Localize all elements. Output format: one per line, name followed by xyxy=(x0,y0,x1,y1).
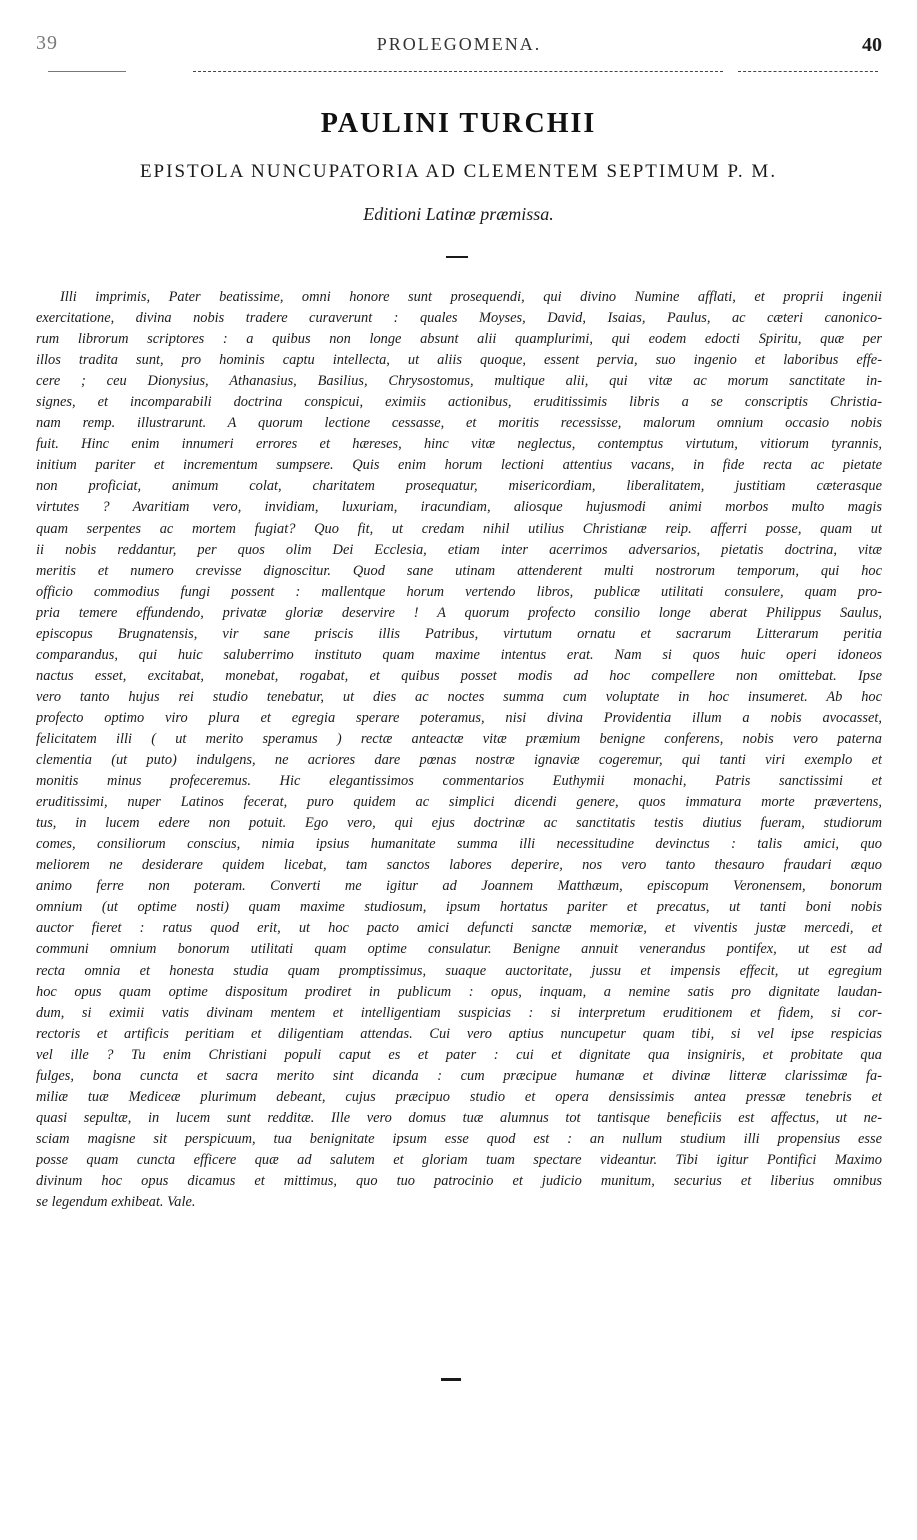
body-line: quam serpentes ac mortem fugiat? Quo fit, ut credam nihil utilius Christianæ reip. afferri posse, quam ut xyxy=(36,520,882,537)
body-line: non proficiat, animum colat, charitatem prosequatur, misericordiam, liberalitatem, justitiam cæterasque xyxy=(36,478,882,495)
body-line: cere ; ceu Dionysius, Athanasius, Basilius, Chrysostomus, multique alii, qui vitæ ac morum sanctitate in- xyxy=(36,373,882,390)
body-line: rum librorum scriptores : a quibus non longe absunt alii quamplurimi, qui eodem edocti Spiritu, quæ per xyxy=(36,331,882,348)
header-rule-center xyxy=(193,71,723,72)
page-number-left: 39 xyxy=(36,32,58,54)
body-line: ii nobis reddantur, per quos olim Dei Ecclesia, etiam inter acerrimos adversarios, pietatis doctrina, vitæ xyxy=(36,541,882,558)
body-line: virtutes ? Avaritiam vero, invidiam, luxuriam, iracundiam, aliosque hujusmodi animi morbos multo magis xyxy=(36,499,882,516)
body-line: officio commodius fungi possent : mallentque horum vertendo libros, publicæ utilitati consulere, quam pro- xyxy=(36,583,882,600)
body-line: comes, consiliorum conscius, nimia ipsius humanitate summa illi necessitudine devinctus : talis amici, quo xyxy=(36,836,882,853)
body-line: pria temere effundendo, privatæ gloriæ deservire ! A quorum profecto consilio longe aberat Philippus Saulus, xyxy=(36,604,882,621)
body-line: animo ferre non poteram. Converti me igitur ad Joannem Matthæum, episcopum Veronensem, bonorum xyxy=(36,878,882,895)
body-line: clementia (ut puto) indulgens, ne acriores dare pœnas nostræ ignaviæ cogeremur, qui tanti viri exemplo et xyxy=(36,752,882,769)
end-divider xyxy=(441,1378,461,1381)
body-line: signes, et incomparabili doctrina conspicui, eximiis actionibus, eruditissimis libris a se conscriptis Christia- xyxy=(36,394,882,411)
body-line: dum, si eximii vatis divinam mentem et intelligentiam suspicias : si interpretum eruditionem et fidem, si cor- xyxy=(36,1004,882,1021)
document-subtitle: EPISTOLA NUNCUPATORIA AD CLEMENTEM SEPTIMUM P. M. xyxy=(139,161,778,182)
body-line: rectoris et artificis peritiam et diligentiam attendas. Cui vero aptius nuncupetur quam tibi, si vel ipse respicias xyxy=(36,1025,882,1042)
body-line: vero tanto hujus rei studio tenebatur, ut dies ac noctes summa cum voluptate in hoc insumeret. Ab hoc xyxy=(36,688,882,705)
body-line: meritis et numero crevisse dignoscitur. Quod sane utinam attenderent multi nostrorum temporum, qui hoc xyxy=(36,562,882,579)
body-line: episcopus Brugnatensis, vir sane priscis illis Patribus, virtutum ornatu et sacrarum Litterarum peritia xyxy=(36,625,882,642)
epistle-body xyxy=(36,287,882,1213)
body-line: felicitatem illi ( ut merito speramus ) rectæ anteactæ vitæ præmium benigne conferens, nobis vero paterna xyxy=(36,730,882,747)
body-line: vel ille ? Tu enim Christiani populi caput es et pater : cui et dignitate qua insigniris, et probitate qua xyxy=(36,1046,882,1063)
body-line: Illi imprimis, Pater beatissime, omni honore sunt prosequendi, qui divino Numine afflati, et proprii ingenii xyxy=(60,289,882,305)
body-line: eruditissimi, nuper Latinos fecerat, puro quidem ac simplici dicendi genere, quos immatura morte prævertens, xyxy=(36,794,882,811)
body-line: miliæ tuæ Mediceæ plurimum debeant, cujus præcipuo studio et opera densissimis antea pressæ tenebris et xyxy=(36,1088,882,1105)
header-rule-right xyxy=(738,71,878,72)
page-number-right: 40 xyxy=(862,34,882,56)
body-line: initium pariter et incrementum sumpsere. Quis enim horum lectioni attentius vacans, in fide recta ac pietate xyxy=(36,457,882,474)
body-line: omnium (ut optime nosti) quam maxime studiosum, ipsum hortatus pariter et precatus, ut tanti boni nobis xyxy=(36,899,882,916)
page-header xyxy=(36,32,882,62)
body-line: quasi sepultæ, in lucem sunt redditæ. Ille vero domus tuæ alumnus tot tantisque beneficiis est affectus, ut ne- xyxy=(36,1109,882,1126)
document-title: PAULINI TURCHII xyxy=(320,108,597,139)
body-line: sciam magisne sit perspicuum, tua benignitate ipsum esse quod est : an nullum studium illi propensius esse xyxy=(36,1130,882,1147)
body-line: posse quam cuncta efficere quæ ad salutem et gloriam tuam spectare videantur. Tibi igitur Pontifici Maximo xyxy=(36,1151,882,1168)
section-divider xyxy=(446,256,468,258)
body-line: hoc opus quam optime dispositum prodiret in publicum : opus, inquam, a nemine satis pro dignitate laudan- xyxy=(36,983,882,1000)
body-line: fuit. Hinc enim innumeri errores et hæreses, hinc vitæ neglectus, contemptus virtutum, vitiorum tyrannis, xyxy=(36,436,882,453)
body-line: profecto optimo viro plura et egregia sperare poteramus, nisi divina Providentia illum a nobis avocasset, xyxy=(36,709,882,726)
body-line: fulges, bona cuncta et sacra merito sint dicanda : cum præcipue humanæ et divinæ litteræ clarissimæ fa- xyxy=(36,1067,882,1084)
body-line: auctor fieret : ratus quod erit, ut hoc pacto amici defuncti sanctæ memoriæ, et viventis justæ mercedi, et xyxy=(36,920,882,937)
body-line: illos tradita sunt, pro hominis captu intellecta, ut aliis quoque, essent pervia, suo ingenio et laboribus effe- xyxy=(36,352,882,369)
body-line: exercitatione, divina nobis tradere curaverunt : quales Moyses, David, Isaias, Paulus, ac cæteri canonico- xyxy=(36,310,882,327)
body-line: se legendum exhibeat. Vale. xyxy=(36,1194,196,1211)
document-subtitle-italic: Editioni Latinæ præmissa. xyxy=(363,204,554,224)
body-line: nam remp. illustrarunt. A quorum lectione cessasse, et moritis recessisse, malorum omnium occasio nobis xyxy=(36,415,882,432)
body-line: recta omnia et honesta studia quam promptissimus, suaque auctoritate, jussu et impensis effecit, ut egregium xyxy=(36,962,882,979)
body-line: comparandus, qui huic saluberrimo instituto quam maxime intentus erat. Nam si quos huic operi idoneos xyxy=(36,646,882,663)
body-line: tus, in lucem edere non potuit. Ego vero, qui ejus doctrinæ ac sanctitatis testis diutius fueram, studiorum xyxy=(36,815,882,832)
body-line: divinum hoc opus dicamus et mittimus, quo tuo patrocinio et judicio munitum, securius et liberius omnibus xyxy=(36,1172,882,1189)
running-head: PROLEGOMENA. xyxy=(376,34,542,54)
body-line: nactus esset, excitabat, monebat, rogabat, et quibus posset modis ad hoc compellere non omittebat. Ipse xyxy=(36,667,882,684)
body-line: monitis minus profeceremus. Hic elegantissimos commentarios Euthymii monachi, Patris sanctissimi et xyxy=(36,773,882,790)
header-rule-left xyxy=(48,71,126,72)
body-line: communi omnium bonorum utilitati quam optime consulatur. Benigne annuit venerandus pontifex, ut est ad xyxy=(36,941,882,958)
body-line: meliorem ne desiderare quidem licebat, tam sanctos labores deperire, nos vero tanto thesauro fraudari æquo xyxy=(36,857,882,874)
